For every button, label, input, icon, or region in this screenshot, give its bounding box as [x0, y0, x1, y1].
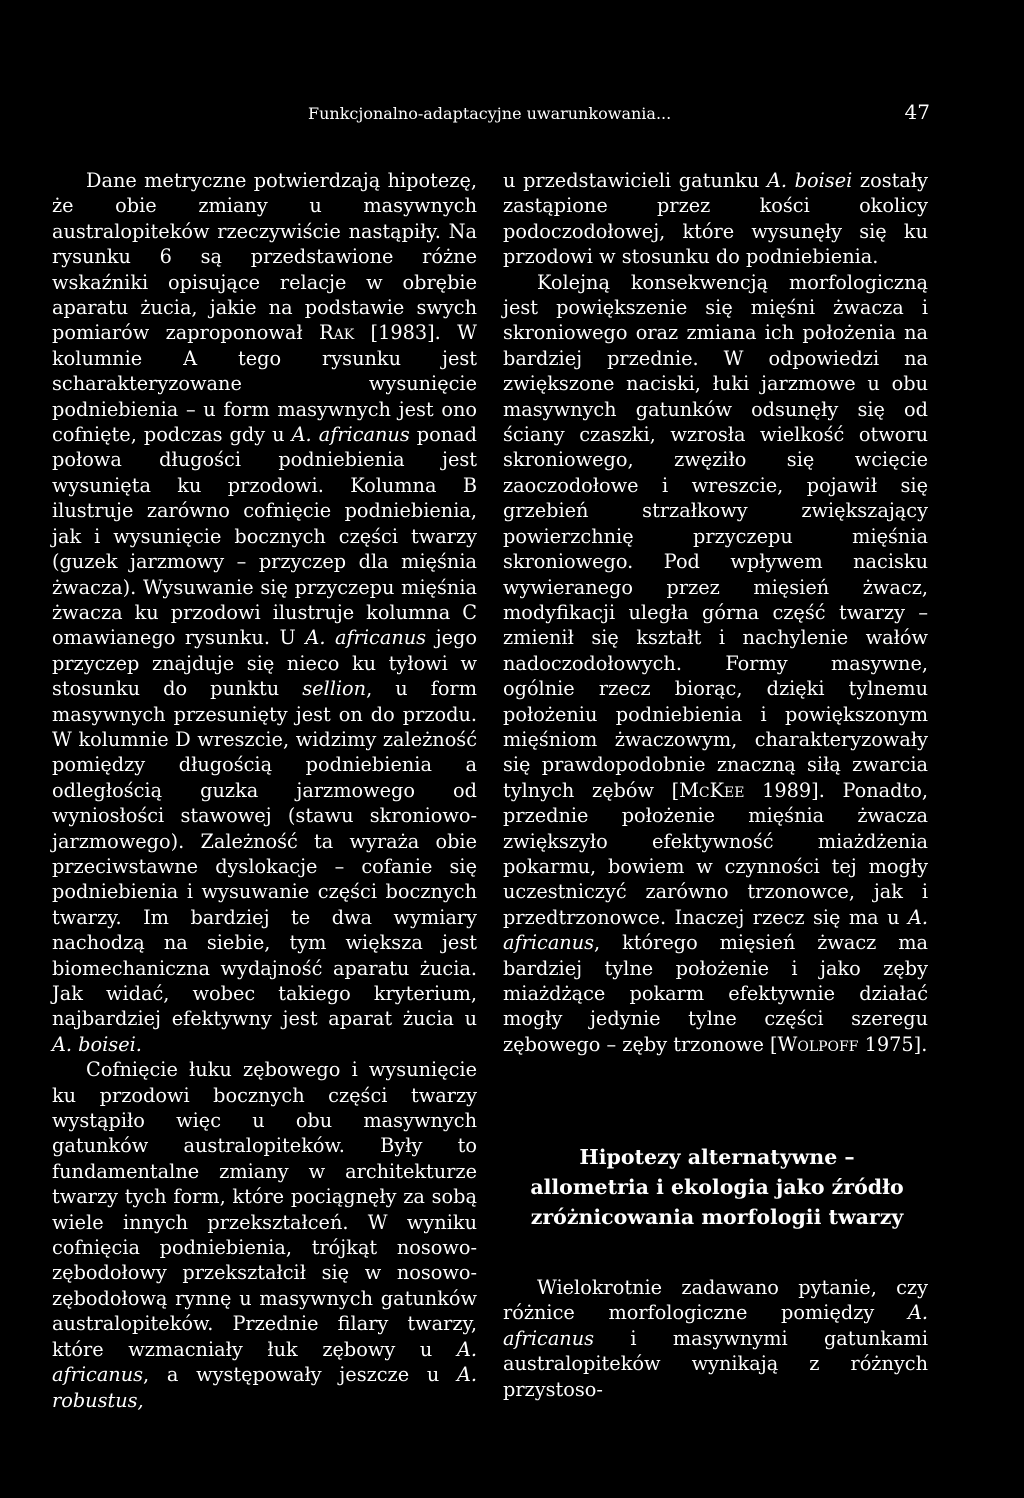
section-body	[503, 1275, 928, 1402]
text-run: 1989]. Ponadto, przednie położenie mięśnia żwacza zwiększyło efektywność miażdżenia pokarmu, bowiem w czynności tej mogły uczestniczyć zarówno trzonowce, jak i przedtrzonowce. Inaczej rzecz się ma u	[503, 778, 928, 929]
running-title: Funkcjonalno-adaptacyjne uwarunkowania...	[308, 104, 672, 123]
right-paragraph-2	[503, 270, 928, 1058]
term-sellion: sellion	[302, 677, 367, 701]
text-run: i masywnymi gatunkami australopiteków wynikają z różnych przystoso-	[503, 1326, 928, 1401]
author-wolpoff: Wolpoff	[777, 1032, 859, 1056]
left-paragraph-2	[52, 1057, 477, 1413]
text-run: u przedstawicieli gatunku	[503, 169, 767, 192]
text-run: Dane metryczne potwierdzają hipotezę, że obie zmiany u masywnych australopiteków rzeczywiście nastąpiły. Na rysunku 6 są przedstawione różne wskaźniki opisujące relacje w obrębie aparatu żucia, jakie na podstawie swych pomiarów zaproponował	[52, 169, 477, 345]
right-column	[503, 168, 928, 1057]
heading-line: Hipotezy alternatywne –	[579, 1145, 855, 1169]
running-header	[290, 100, 930, 130]
heading-line: zróżnicowania morfologii twarzy	[530, 1205, 904, 1229]
left-column	[52, 168, 477, 1413]
text-run: 1975].	[858, 1032, 928, 1056]
heading-line: allometria i ekologia jako źródło	[530, 1175, 904, 1199]
text-run: jego przyczep znajduje się nieco ku tyłowi w stosunku do punktu	[52, 626, 477, 701]
page-number: 47	[904, 100, 930, 124]
author-rak: Rak	[319, 321, 355, 345]
text-run: [1983]. W kolumnie A tego rysunku jest scharakteryzowane wysunięcie podniebienia – u form masywnych jest ono cofnięte, podczas gdy u	[52, 321, 477, 447]
text-run: Cofnięcie łuku zębowego i wysunięcie ku przodowi bocznych części twarzy wystąpiło więc u obu masywnych gatunków australopiteków. Były to fundamentalne zmiany w architekturze twarzy tych form, które pociągnęły za sobą wiele innych przekształceń. W wyniku cofnięcia podniebienia, trójkąt nosowo-zębodołowy przekształcił się w nosowo-zębodołową rynnę u masywnych gatunków australopiteków. Przednie filary twarzy, które wzmacniały łuk zębowy u	[52, 1058, 477, 1361]
text-run: , którego mięsień żwacz ma bardziej tylne położenie i jako zęby miażdżące pokarm efektywnie działać mogły jedynie tylne części szeregu zębowego – zęby trzonowe [	[503, 931, 928, 1056]
text-run: , u form masywnych przesunięty jest on do przodu. W kolumnie D wreszcie, widzimy zależność pomiędzy długością podniebienia a odległością guzka jarzmowego od wyniosłości stawowej (stawu skroniowo-jarzmowego). Zależność ta wyraża obie przeciwstawne dyslokacje – cofanie się podniebienia i wysuwanie części bocznych twarzy. Im bardziej te dwa wymiary nachodzą na siebie, tym większa jest biomechaniczna wydajność aparatu żucia. Jak widać, wobec takiego kryterium, najbardziej efektywny jest aparat żucia u	[52, 677, 477, 1031]
right-paragraph-3	[503, 1275, 928, 1402]
species-name: A. robustus,	[52, 1363, 477, 1412]
species-name: A. boisei.	[52, 1032, 142, 1056]
left-paragraph-1	[52, 168, 477, 1057]
text-run: Kolejną konsekwencją morfologiczną jest powiększenie się mięśni żwacza i skroniowego oraz zmiana ich położenia na bardziej przednie. W odpowiedzi na zwiększone naciski, łuki jarzmowe u obu masywnych gatunków odsunęły się od ściany czaszki, wzrosła wielkość otworu skroniowego, zwęziło się wcięcie zaoczodołowe i wreszcie, pojawił się grzebień strzałkowy zwiększający powierzchnię przyczepu mięśnia skroniowego. Pod wpływem nacisku wywieranego przez mięsień żwacz, modyfikacji uległa górna część twarzy – zmienił się kształt i nachylenie wałów nadoczodołowych. Formy masywne, ogólnie rzecz biorąc, dzięki tylnemu położeniu podniebienia i powiększonym mięśniom żwaczowym, charakteryzowały się prawdopodobnie znaczną siłą zwarcia tylnych zębów [	[503, 270, 928, 802]
species-name: A. africanus	[503, 1301, 928, 1350]
right-paragraph-1	[503, 168, 928, 270]
text-run: zostały zastąpione przez kości okolicy podoczodołowej, które wysunęły się ku przodowi w stosunku do podniebienia.	[503, 169, 928, 269]
species-name: A. africanus	[503, 905, 928, 955]
species-name: A. africanus	[291, 423, 410, 447]
species-name: A. africanus	[305, 626, 427, 650]
text-run: Wielokrotnie zadawano pytanie, czy różnice morfologiczne pomiędzy	[503, 1276, 928, 1325]
author-mckee: McKee	[679, 778, 745, 802]
species-name: A. boisei	[766, 169, 853, 192]
text-run: ponad połowa długości podniebienia jest wysunięta ku przodowi. Kolumna B ilustruje zarówno cofnięcie podniebienia, jak i wysunięcie bocznych części twarzy (guzek jarzmowy – przyczep dla mięśnia żwacza). Wysuwanie się przyczepu mięśnia żwacza ku przodowi ilustruje kolumna C omawianego rysunku. U	[52, 423, 477, 650]
text-run: , a występowały jeszcze u	[143, 1363, 457, 1387]
species-name: A. africanus	[52, 1337, 477, 1387]
section-heading	[503, 1142, 931, 1232]
